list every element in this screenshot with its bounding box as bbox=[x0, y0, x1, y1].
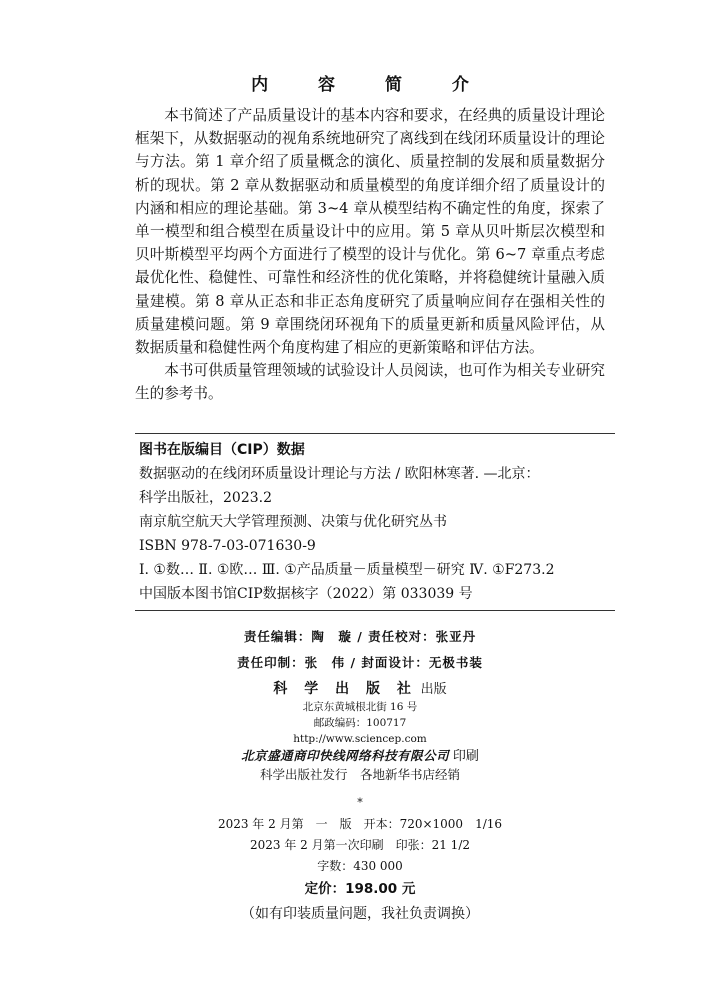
printer-line bbox=[0, 747, 720, 766]
publisher-suffix: 出版 bbox=[420, 682, 447, 697]
book-summary bbox=[135, 104, 605, 406]
cip-line-classification: Ⅰ. ①数… Ⅱ. ①欧… Ⅲ. ①产品质量－质量模型－研究 Ⅳ. ①F273.2 bbox=[139, 562, 555, 578]
editorial-credits bbox=[0, 624, 720, 676]
quality-notice: （如有印装质量问题，我社负责调换） bbox=[241, 906, 479, 922]
publisher-info bbox=[0, 680, 720, 784]
cip-line-number: 中国版本图书馆CIP数据核字（2022）第 033039 号 bbox=[139, 586, 473, 602]
summary-paragraph-1: 本书简述了产品质量设计的基本内容和要求，在经典的质量设计理论框架下，从数据驱动的视角系统地研究了离线到在线闭环质量设计的理论与方法。第 1 章介绍了质量概念的演化、质量控制的发展和质量数据分析的现状。第 2 章从数据驱动和质量模型的角度详细介绍了质量设计的内涵和相应的理论基础。第 3~4 章从模型结构不确定性的角度，探索了单一模型和组合模型在质量设计中的应用。第 5 章从贝叶斯层次模型和贝叶斯模型平均两个方面进行了模型的设计与优化。第 6~7 章重点考虑最优化性、稳健性、可靠性和经济性的优化策略，并将稳健统计量融入质量建模。第 8 章从正态和非正态角度研究了质量响应间存在强相关性的质量建模问题。第 9 章围绕闭环视角下的质量更新和质量风险评估，从数据质量和稳健性两个角度构建了相应的更新策略和评估方法。 bbox=[135, 107, 605, 357]
cip-line-series: 南京航空航天大学管理预测、决策与优化研究丛书 bbox=[139, 514, 447, 530]
credits-production: 责任印制：张 伟 / 封面设计：无极书装 bbox=[237, 655, 483, 670]
printer-suffix: 印刷 bbox=[452, 749, 479, 764]
distribution-line: 科学出版社发行 各地新华书店经销 bbox=[259, 767, 460, 782]
publisher-name: 科 学 出 版 社 bbox=[273, 681, 417, 697]
publisher-address: 北京东黄城根北街 16 号 bbox=[302, 701, 418, 713]
cip-data-block bbox=[135, 433, 615, 611]
publisher-url: http://www.sciencep.com bbox=[293, 733, 427, 745]
separator-asterisk: * bbox=[357, 796, 363, 809]
cip-header: 图书在版编目（CIP）数据 bbox=[139, 442, 305, 458]
printer-name: 北京盛通商印快线网络科技有限公司 bbox=[241, 748, 450, 763]
summary-paragraph-2: 本书可供质量管理领域的试验设计人员阅读，也可作为相关专业研究生的参考书。 bbox=[135, 362, 605, 403]
edition-info bbox=[0, 814, 720, 877]
publisher-postcode: 邮政编码：100717 bbox=[313, 717, 407, 729]
publisher-line bbox=[0, 680, 720, 699]
cip-line-publisher: 科学出版社，2023.2 bbox=[139, 490, 272, 506]
cip-line-title: 数据驱动的在线闭环质量设计理论与方法 / 欧阳林寒著. —北京： bbox=[139, 466, 540, 482]
printing-line: 2023 年 2 月第一次印刷 印张：21 1/2 bbox=[249, 838, 470, 852]
credits-editors: 责任编辑：陶 璇 / 责任校对：张亚丹 bbox=[243, 629, 477, 644]
price: 定价：198.00 元 bbox=[304, 881, 416, 897]
word-count: 字数：430 000 bbox=[317, 859, 403, 873]
cip-line-isbn: ISBN 978-7-03-071630-9 bbox=[139, 538, 316, 554]
edition-line: 2023 年 2 月第 一 版 开本：720×1000 1/16 bbox=[217, 817, 503, 831]
page-title: 内 容 简 介 bbox=[251, 75, 491, 95]
